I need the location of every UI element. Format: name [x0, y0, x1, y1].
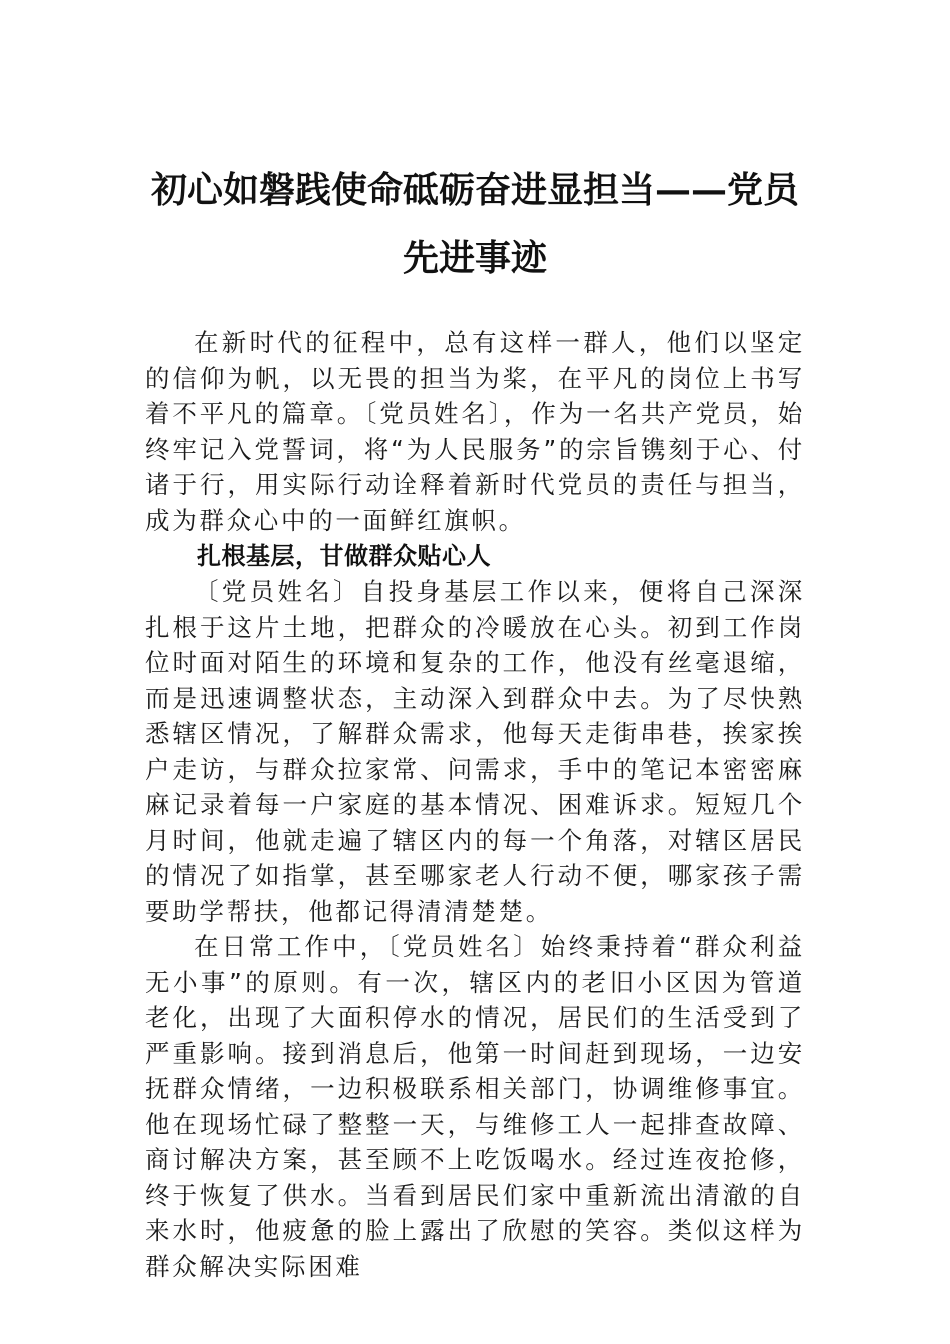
document-title-line-1: 初心如磐践使命砥砺奋进显担当——党员 — [150, 169, 799, 211]
document-title-line-2: 先进事迹 — [402, 237, 547, 279]
body-paragraph-3: 在日常工作中，〔党员姓名〕始终秉持着“群众利益无小事”的原则。有一次，辖区内的老旧小区因为管道老化，出现了大面积停水的情况，居民们的生活受到了严重影响。接到消息后，他第一时间赶到现场，一边安抚群众情绪，一边积极联系相关部门，协调维修事宜。他在现场忙碌了整整一天，与维修工人一起排查故障、商讨解决方案，甚至顾不上吃饭喝水。经过连夜抢修，终于恢复了供水。当看到居民们家中重新流出清澈的自来水时，他疲惫的脸上露出了欣慰的笑容。类似这样为群众解决实际困难 — [145, 932, 805, 1281]
document-body — [145, 325, 805, 1284]
body-paragraph-2: 〔党员姓名〕自投身基层工作以来，便将自己深深扎根于这片土地，把群众的冷暖放在心头。初到工作岗位时面对陌生的环境和复杂的工作，他没有丝毫退缩，而是迅速调整状态，主动深入到群众中去。为了尽快熟悉辖区情况，了解群众需求，他每天走街串巷，挨家挨户走访，与群众拉家常、问需求，手中的笔记本密密麻麻记录着每一户家庭的基本情况、困难诉求。短短几个月时间，他就走遍了辖区内的每一个角落，对辖区居民的情况了如指掌，甚至哪家老人行动不便，哪家孩子需要助学帮扶，他都记得清清楚楚。 — [145, 577, 805, 926]
intro-paragraph: 在新时代的征程中，总有这样一群人，他们以坚定的信仰为帆，以无畏的担当为桨，在平凡的岗位上书写着不平凡的篇章。〔党员姓名〕，作为一名共产党员，始终牢记入党誓词，将“为人民服务”的宗旨镌刻于心、付诸于行，用实际行动诠释着新时代党员的责任与担当，成为群众心中的一面鲜红旗帜。 — [145, 328, 805, 535]
section-heading: 扎根基层，甘做群众贴心人 — [197, 542, 491, 570]
